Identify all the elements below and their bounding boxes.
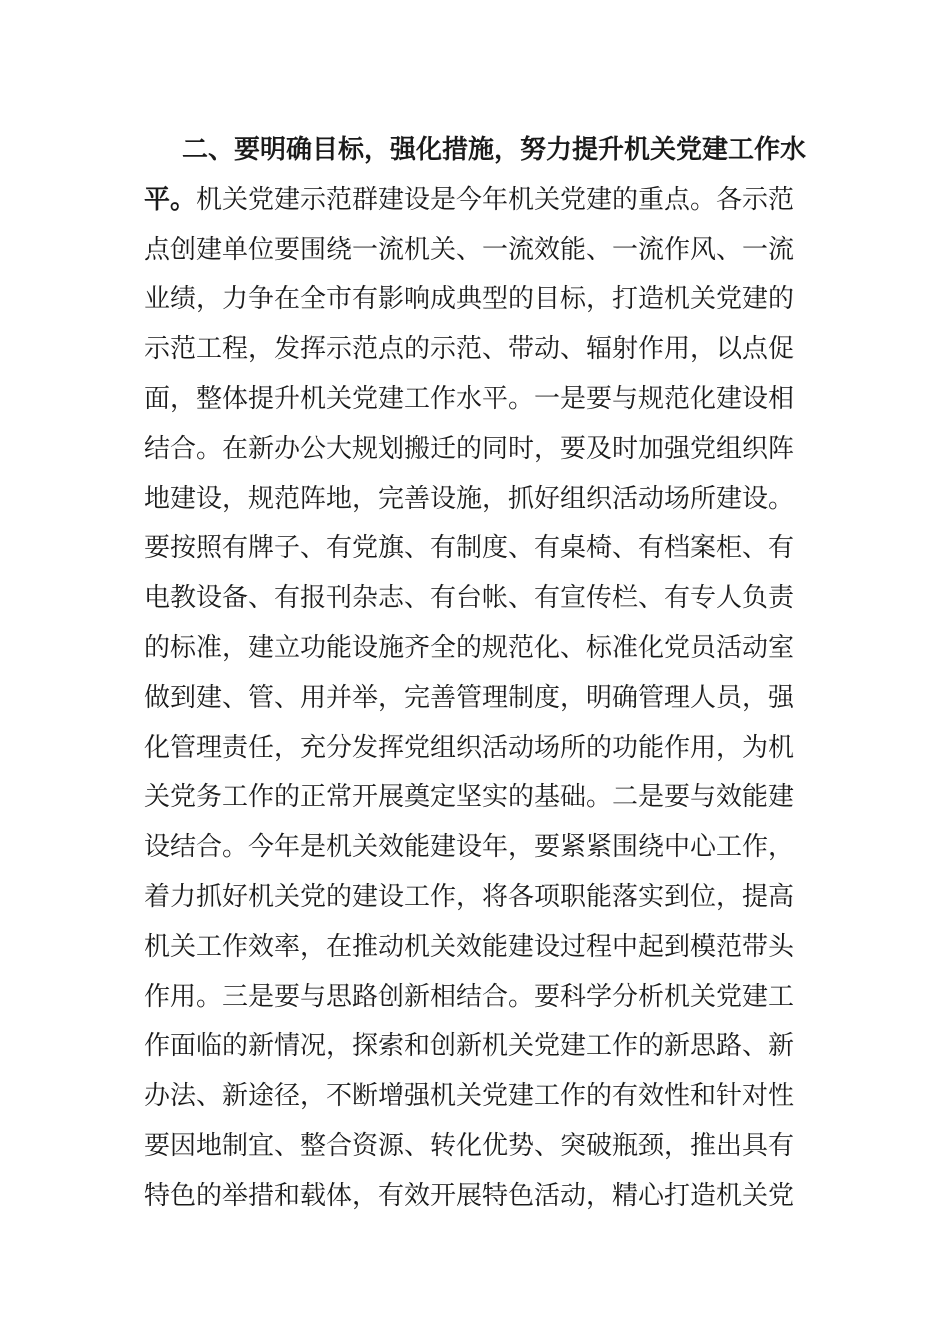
text-line: 设结合。今年是机关效能建设年，要紧紧围绕中心工作， — [144, 832, 795, 863]
text-line: 的标准，建立功能设施齐全的规范化、标准化党员活动室 — [144, 632, 795, 663]
text-line: 结合。在新办公大规划搬迁的同时，要及时加强党组织阵 — [144, 433, 795, 464]
text-line: 办法、新途径，不断增强机关党建工作的有效性和针对性 — [144, 1081, 795, 1112]
text-line: 业绩，力争在全市有影响成典型的目标，打造机关党建的 — [144, 284, 795, 315]
text-line: 示范工程，发挥示范点的示范、带动、辐射作用，以点促 — [144, 334, 795, 365]
text-line: 特色的举措和载体，有效开展特色活动，精心打造机关党 — [144, 1180, 795, 1211]
text-line: 作用。三是要与思路创新相结合。要科学分析机关党建工 — [144, 981, 795, 1012]
text-line: 点创建单位要围绕一流机关、一流效能、一流作风、一流 — [144, 234, 795, 265]
text-line: 要按照有牌子、有党旗、有制度、有桌椅、有档案柜、有 — [144, 533, 795, 564]
text-line: 要因地制宜、整合资源、转化优势、突破瓶颈，推出具有 — [144, 1130, 795, 1161]
text-line-1 — [144, 126, 814, 176]
body-paragraph — [144, 126, 814, 1222]
text-line: 地建设，规范阵地，完善设施，抓好组织活动场所建设。 — [144, 483, 795, 514]
text-line: 作面临的新情况，探索和创新机关党建工作的新思路、新 — [144, 1031, 795, 1062]
text-line: 面，整体提升机关党建工作水平。一是要与规范化建设相 — [144, 383, 795, 414]
text-line: 关党务工作的正常开展奠定坚实的基础。二是要与效能建 — [144, 782, 795, 813]
text-line: 电教设备、有报刊杂志、有台帐、有宣传栏、有专人负责 — [144, 583, 795, 614]
text-line: 做到建、管、用并举，完善管理制度，明确管理人员，强 — [144, 682, 795, 713]
text-line: 化管理责任，充分发挥党组织活动场所的功能作用，为机 — [144, 732, 795, 763]
section-heading-part1: 二、要明确目标，强化措施，努力提升机关党建工作水 — [182, 135, 807, 165]
text-line: 着力抓好机关党的建设工作，将各项职能落实到位，提高 — [144, 881, 795, 912]
section-heading-part2: 平。 — [144, 184, 197, 215]
text-line-2 — [144, 176, 814, 226]
text-line-2-rest: 机关党建示范群建设是今年机关党建的重点。各示范 — [196, 184, 795, 215]
text-line: 机关工作效率，在推动机关效能建设过程中起到模范带头 — [144, 931, 795, 962]
